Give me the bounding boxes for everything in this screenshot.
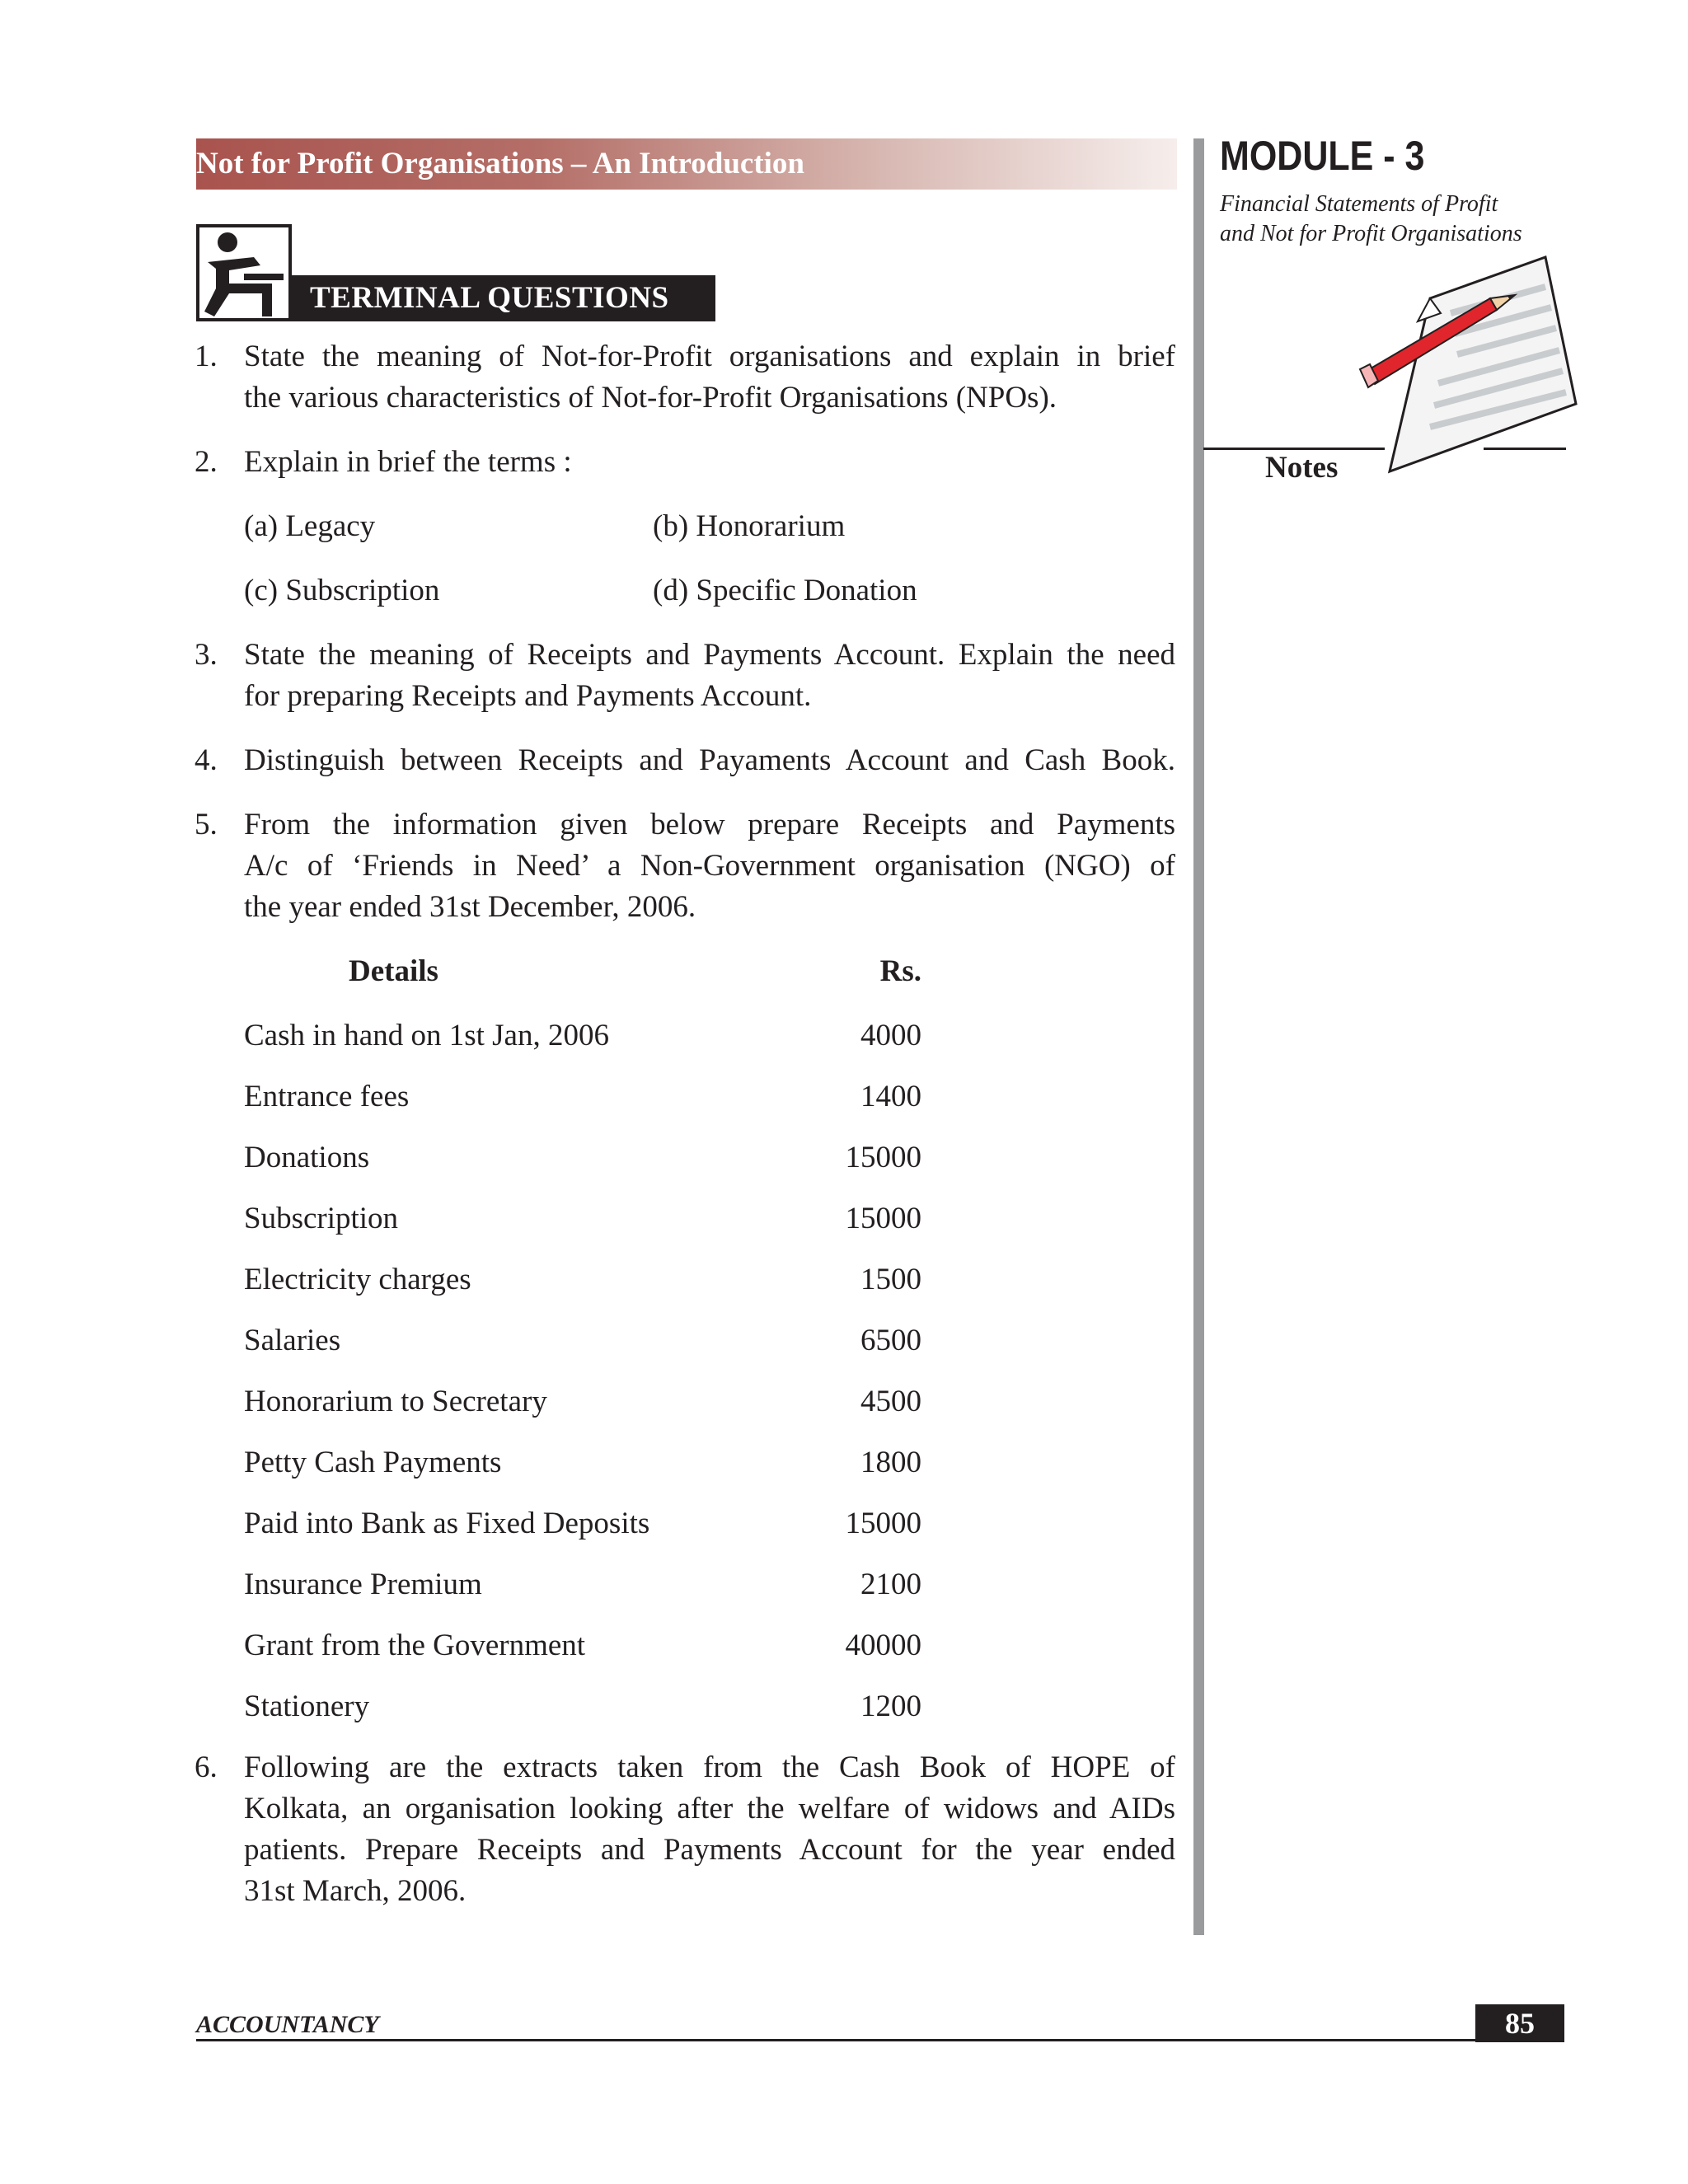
- question-number-6: 6.: [195, 1750, 218, 1784]
- question-2-text: Explain in brief the terms :: [244, 445, 572, 479]
- table-row-amount: 2100: [860, 1568, 921, 1601]
- question-number-4: 4.: [195, 743, 218, 777]
- question-6-line2: Kolkata, an organisation looking after the welfare of widows and AIDs: [244, 1792, 1175, 1825]
- margin-divider: [1193, 138, 1204, 1935]
- notes-label: Notes: [1265, 451, 1339, 485]
- table-row-detail: Electricity charges: [244, 1263, 471, 1296]
- table-row-amount: 15000: [845, 1202, 921, 1235]
- question-1-line2: the various characteristics of Not-for-Profit Organisations (NPOs).: [244, 381, 1057, 415]
- table-row-amount: 15000: [845, 1141, 921, 1174]
- table-row-amount: 6500: [860, 1324, 921, 1357]
- question-5-line3: the year ended 31st December, 2006.: [244, 890, 696, 924]
- module-subtitle-line2: and Not for Profit Organisations: [1220, 221, 1522, 246]
- question-1-line1: State the meaning of Not-for-Profit organisations and explain in brief: [244, 340, 1175, 373]
- table-row-detail: Insurance Premium: [244, 1568, 482, 1601]
- term-c: (c) Subscription: [244, 574, 440, 607]
- module-title: MODULE - 3: [1220, 133, 1425, 179]
- question-number-5: 5.: [195, 808, 218, 841]
- question-3-line2: for preparing Receipts and Payments Account.: [244, 679, 812, 713]
- table-row-detail: Honorarium to Secretary: [244, 1385, 547, 1418]
- table-header-amount: Rs.: [879, 954, 921, 988]
- table-row-detail: Cash in hand on 1st Jan, 2006: [244, 1019, 609, 1052]
- table-row-amount: 1800: [860, 1446, 921, 1479]
- notes-rule-right: [1484, 448, 1566, 450]
- module-subtitle-line1: Financial Statements of Profit: [1220, 191, 1498, 217]
- table-row-detail: Subscription: [244, 1202, 399, 1235]
- footer-subject: ACCOUNTANCY: [196, 2011, 379, 2038]
- table-row-detail: Petty Cash Payments: [244, 1446, 502, 1479]
- term-d: (d) Specific Donation: [653, 574, 917, 607]
- table-row-detail: Entrance fees: [244, 1080, 410, 1113]
- question-5-line1: From the information given below prepare Receipts and Payments: [244, 808, 1175, 841]
- page-number: 85: [1475, 2004, 1564, 2042]
- question-number-1: 1.: [195, 340, 218, 373]
- table-row-detail: Salaries: [244, 1324, 341, 1357]
- notepad-pencil-icon: [1352, 247, 1582, 486]
- question-3-line1: State the meaning of Receipts and Payments Account. Explain the need: [244, 638, 1175, 672]
- term-a: (a) Legacy: [244, 509, 376, 543]
- table-header-details: Details: [349, 954, 438, 988]
- table-row-amount: 1500: [860, 1263, 921, 1296]
- term-b: (b) Honorarium: [653, 509, 846, 543]
- question-6-line1: Following are the extracts taken from the Cash Book of HOPE of: [244, 1750, 1175, 1784]
- question-6-line4: 31st March, 2006.: [244, 1874, 467, 1908]
- question-number-3: 3.: [195, 638, 218, 672]
- chapter-title: Not for Profit Organisations – An Introduction: [196, 147, 804, 180]
- question-4-line1: Distinguish between Receipts and Payaments Account and Cash Book.: [244, 743, 1175, 777]
- table-row-amount: 4000: [860, 1019, 921, 1052]
- table-row-amount: 4500: [860, 1385, 921, 1418]
- section-heading-terminal-questions: TERMINAL QUESTIONS: [292, 275, 715, 321]
- table-row-detail: Donations: [244, 1141, 370, 1174]
- table-row-amount: 1200: [860, 1690, 921, 1723]
- question-number-2: 2.: [195, 445, 218, 479]
- question-5-line2: A/c of ‘Friends in Need’ a Non-Government organisation (NGO) of: [244, 849, 1175, 883]
- question-6-line3: patients. Prepare Receipts and Payments Account for the year ended: [244, 1833, 1175, 1867]
- table-row-detail: Stationery: [244, 1690, 370, 1723]
- table-row-amount: 15000: [845, 1507, 921, 1540]
- person-writing-icon: [196, 224, 292, 321]
- table-row-detail: Paid into Bank as Fixed Deposits: [244, 1507, 650, 1540]
- footer-rule: [196, 2039, 1564, 2041]
- table-row-amount: 1400: [860, 1080, 921, 1113]
- table-row-detail: Grant from the Government: [244, 1629, 586, 1662]
- table-row-amount: 40000: [845, 1629, 921, 1662]
